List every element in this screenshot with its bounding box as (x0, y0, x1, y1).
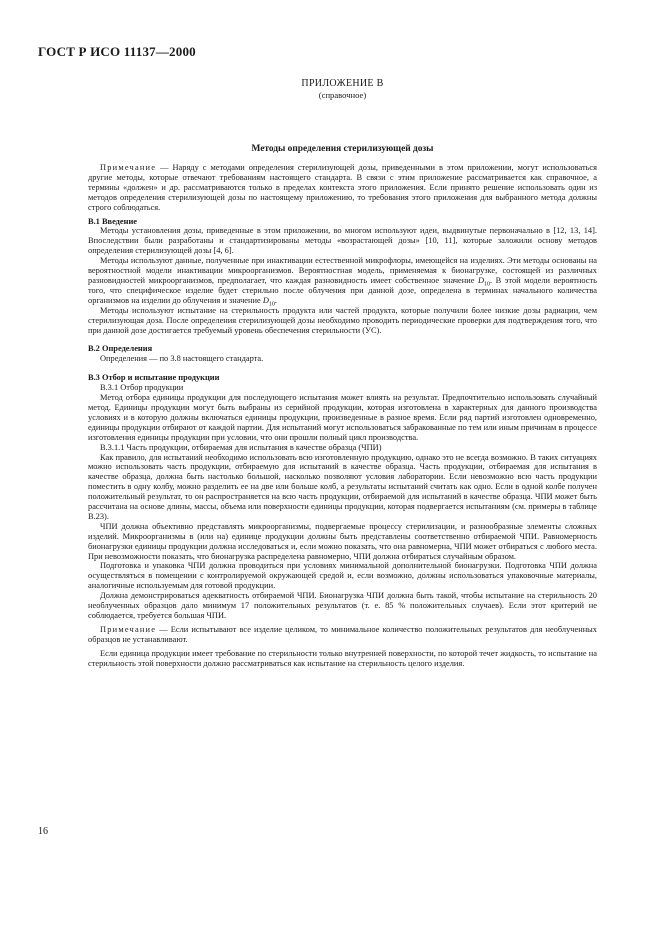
appendix-sublabel: (справочное) (318, 89, 367, 100)
paragraph-b3-3: ЧПИ должна объективно представлять микроорганизмы, подвергаемые процессу стерилизации, и разнообразные элементы сложных изделий. Микроорганизмы в (или на) единице продукции должны быть представлены соответственно отбираемой ЧПИ. Равномерность бионагрузки единицы продукции должна исследоваться и, если можно показать, что она равномерна, ЧПИ может отбираться с любого места. При невозможности показать, что бионагрузка распределена равномерно, ЧПИ должна отбираться случайным образом. (88, 521, 597, 561)
paragraph-b3-5: Должна демонстрироваться адекватность отбираемой ЧПИ. Бионагрузка ЧПИ должна быть такой, чтобы испытание на стерильность 20 необлученных образцов дало минимум 17 положительных результатов (т. е. 85 % положительных случаев). Если этот критерий не соблюдается, требуется большая ЧПИ. (88, 591, 597, 620)
section-title: Методы определения стерилизующей дозы (251, 143, 434, 154)
paragraph-b1-2 (88, 256, 597, 306)
note-label: Примечание (100, 624, 157, 634)
heading-b2: В.2 Определения (88, 344, 153, 354)
intro-note (88, 163, 597, 213)
text-run: . В этой модели вероятность того, что специфическое изделие будет стерильно после облучения при данной дозе, определена в терминах начального количества организмов на изделии до облучения и значение (88, 276, 597, 305)
page-content (88, 78, 597, 669)
paragraph-b1-3: Методы используют испытание на стерильность продукта или частей продукта, которые получили более низкие дозы радиации, чем стерилизующая доза. После определения стерилизующей дозы необходимо проводить периодические проверки для подтверждения того, что при данной дозе достигается требуемый уровень обеспечения стерильности (УС). (88, 305, 597, 335)
note-b3 (88, 625, 597, 645)
heading-b3: В.3 Отбор и испытание продукции (88, 373, 220, 383)
text-run: 10 (484, 281, 491, 288)
paragraph-b2-1: Определения — по 3.8 настоящего стандарта. (100, 354, 264, 364)
text-run: D (477, 276, 485, 285)
paragraph-b3-4: Подготовка и упаковка ЧПИ должна проводиться при условиях минимальной дополнительной бионагрузки. Подготовка ЧПИ должна осуществляться в помещении с контролируемой окружающей средой и, если возможно, должны использоваться упаковочные материалы, аналогичные используемым для готовой продукции. (88, 561, 597, 591)
document-header: ГОСТ Р ИСО 11137—2000 (38, 44, 196, 59)
paragraph-b3-1: Метод отбора единицы продукции для последующего испытания может влиять на результат. Предпочтительно использовать случайный метод. Единицы продукции могут быть выбраны из серийной продукции, которая изготовлена в характерных для данного производства условиях и в которую должны включаться единицы продукции, произведенные в разное время. Если ряд партий изготовлен одновременно, единицы продукции отбирают от каждой партии. Для испытаний могут использоваться забракованные по тем или иным причинам в процессе изготовления единицы продукции при условии, что они прошли полный цикл производства. (88, 393, 597, 442)
text-run: D (262, 295, 269, 305)
note-text: — Наряду с методами определения стерилизующей дозы, приведенными в этом приложении, могут использоваться другие методы, которые отвечают требованиям настоящего стандарта. В связи с этим приложение рассматривается как справочное, а термины «должен» и др. рассматриваются только в пределах контекста этого приложения. Если принято решение использовать один из методов определения стерилизующей дозы по настоящему приложению, то требования этого приложения для выбранного метода должны строго соблюдаться. (88, 163, 597, 212)
note-label: Примечание (100, 163, 157, 173)
paragraph-b3-2: Как правило, для испытаний необходимо использовать всю изготовленную продукцию, однако это не всегда возможно. В таких ситуациях можно использовать часть продукции, отбираемую для испытаний в качестве образца. Часть продукции, отбираемая для испытания в качестве образца, должна быть настолько большой, насколько позволяют условия лаборатории. Если невозможно всю часть продукции поместить в одну колбу, можно разделить ее на две или больше колб, а результаты испытаний считать как одно. Если в одной колбе получен положительный результат, то он распространяется на всю часть продукции, отбираемой для испытаний в качестве образца. ЧПИ может быть рассчитана на основе длины, массы, объема или поверхности единицы продукции, которая подвергается испытаниям (см. примеры в таблице В.23). (88, 452, 597, 521)
text-run: 10 (268, 301, 275, 308)
page-number: 16 (38, 826, 48, 837)
appendix-label: ПРИЛОЖЕНИЕ В (301, 78, 384, 89)
text-run: Методы используют данные, полученные при инактивации естественной микрофлоры, имеющейся на изделиях. Эти методы основаны на вероятностной модели инактивации микроорганизмов. Вероятностная модель, применяемая к бионагрузке, состоящей из различных разновидностей микроорганизмов, предполагает, что каждая разновидность имеет собственное значение (88, 256, 597, 285)
heading-b1: В.1 Введение (88, 216, 137, 226)
subheading-b3-1: В.3.1 Отбор продукции (100, 383, 184, 393)
subheading-b3-1-1: В.3.1.1 Часть продукции, отбираемая для испытания в качестве образца (ЧПИ) (100, 442, 382, 452)
text-run: . (274, 295, 277, 305)
paragraph-b3-6: Если единица продукции имеет требование по стерильности только внутренней поверхности, по которой течет жидкость, то испытание на стерильность этой поверхности должно рассматриваться как испытание на стерильность целого изделия. (88, 648, 597, 668)
note-text: — Если испытывают все изделие целиком, то минимальное количество положительных результатов для необлученных образцов не устанавливают. (88, 624, 597, 644)
paragraph-b1-1: Методы установления дозы, приведенные в этом приложении, во многом используют идеи, выдвинутые первоначально в [12, 13, 14]. Впоследствии были разработаны и стандартизированы методы «возрастающей дозы» [10, 11], которые заложили основу методов определения стерилизующей дозы [4, 6]. (88, 226, 597, 256)
